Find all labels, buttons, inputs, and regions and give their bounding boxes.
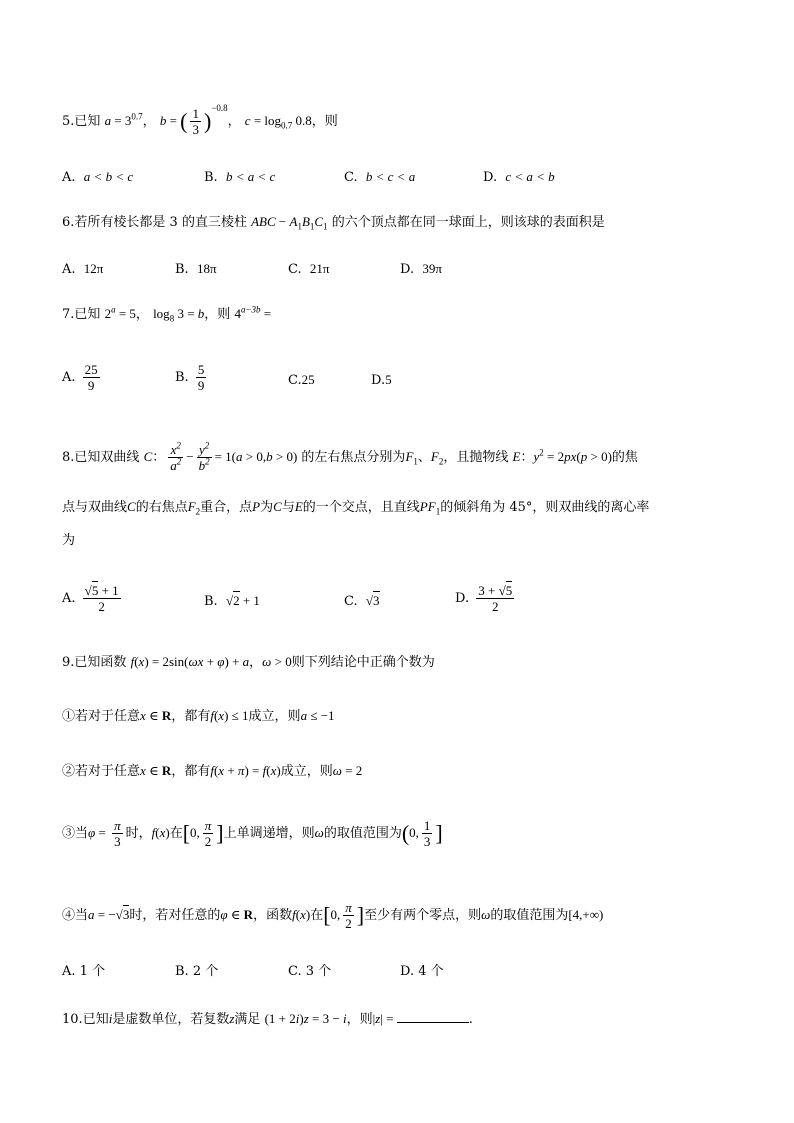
question-9-option-c[interactable]: C. 3 个	[288, 964, 332, 979]
question-7-stem: 7.已知 $2^a = 5$， $\log_8 3 = b$，则 $4^{a-3b}$ =	[62, 304, 272, 324]
question-9-option-b[interactable]: B. 2 个	[175, 964, 219, 979]
question-9-stem: 9.已知函数 f(x) = 2sin(ωx + φ) + a，ω > 0则下列结论中正确个数为	[62, 654, 435, 670]
question-8-stem-line1: 8.已知双曲线 C： $\frac{x^2}{a^2}$ − $\frac{y^2}{b^2}$ = 1(a > 0,b > 0) 的左右焦点分别为$F_1$、$F_2$，且抛物线 E：$y^2 = 2px(p > 0)$的焦	[62, 440, 638, 473]
answer-blank[interactable]	[397, 1008, 469, 1023]
question-5-stem: 5.已知 $a = 3^{0.7}$， b = ( $\frac{1}{3}$ )$^{-0.8}$， $c = \log_{0.7} 0.8$，则	[62, 103, 338, 137]
question-7-option-c[interactable]: C.25	[288, 372, 315, 388]
question-9-statement-4: ④当a = −√3时，若对任意的φ ∈ R，函数f(x)在[0, $\frac{\pi}{2}$ ]至少有两个零点，则ω的取值范围为[4,+∞)	[62, 900, 604, 931]
question-10-stem: 10.已知i是虚数单位，若复数z满足 (1 + 2i)z = 3 − i，则|z| = .	[62, 1008, 473, 1030]
question-5-option-b[interactable]: B. b < a < c	[204, 169, 276, 185]
question-7-option-a[interactable]: A. $\frac{25}{9}$	[62, 362, 98, 393]
question-6-option-c[interactable]: C. 21π	[288, 261, 330, 277]
question-7-option-b[interactable]: B. $\frac{5}{9}$	[175, 362, 205, 393]
question-7-option-d[interactable]: D.5	[371, 372, 392, 388]
question-9-statement-2: ②若对于任意x ∈ R，都有f(x + π) = f(x)成立，则ω = 2	[62, 763, 363, 779]
question-9-statement-3: ③当φ = $\frac{\pi}{3}$ 时，f(x)在[0, $\frac{\pi}{2}$ ]上单调递增，则ω的取值范围为(0, $\frac{1}{3}$ ]	[62, 818, 443, 849]
question-8-option-c[interactable]: C. √3	[344, 593, 380, 609]
question-6-option-a[interactable]: A. 12π	[62, 261, 104, 277]
question-9-option-d[interactable]: D. 4 个	[400, 964, 444, 979]
question-6-option-b[interactable]: B. 18π	[175, 261, 217, 277]
question-8-option-a[interactable]: A. $\frac{√5 + 1}{2}$	[62, 583, 119, 614]
question-5-option-c[interactable]: C. b < c < a	[344, 169, 416, 185]
question-8-stem-line3: 为	[62, 533, 76, 548]
question-8-stem-line2: 点与双曲线C的右焦点$F_2$重合，点P为C与E的一个交点，且直线$PF_1$的倾斜角为 45°，则双曲线的离心率	[62, 499, 650, 517]
question-8-option-b[interactable]: B. √2 + 1	[204, 593, 260, 609]
question-8-option-d[interactable]: D. $\frac{3 + √5}{2}$	[455, 583, 513, 614]
question-6-option-d[interactable]: D. 39π	[400, 261, 442, 277]
question-5-option-a[interactable]: A. a < b < c	[62, 169, 134, 185]
question-5-option-d[interactable]: D. c < a < b	[483, 169, 555, 185]
question-9-option-a[interactable]: A. 1 个	[62, 964, 106, 979]
question-9-statement-1: ①若对于任意x ∈ R，都有f(x) ≤ 1成立，则a ≤ −1	[62, 708, 335, 724]
question-6-stem: 6.若所有棱长都是 3 的直三棱柱 ABC − $A_1B_1C_1$ 的六个顶点都在同一球面上，则该球的表面积是	[62, 214, 605, 232]
